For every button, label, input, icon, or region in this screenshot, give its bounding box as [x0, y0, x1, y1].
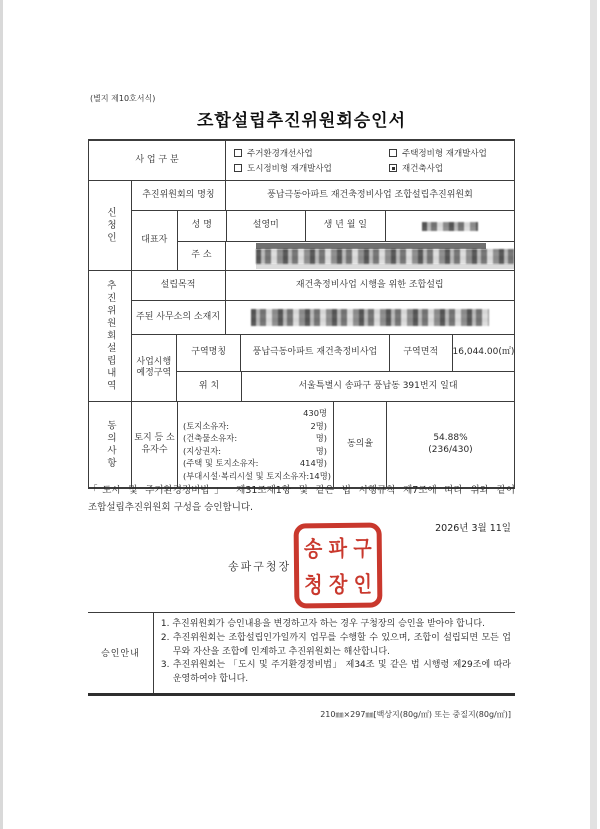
paper-spec-footer: 210㎜×297㎜[백상지(80g/㎡) 또는 중질지(80g/㎡)]	[320, 710, 511, 719]
applicant-section-label-cell	[89, 181, 132, 270]
guidance-item: 1. 추진위원회가 승인내용을 변경하고자 하는 경우 구청장의 승인을 받아야 합니다.	[160, 619, 485, 629]
breakdown-value: 2명)	[310, 420, 327, 431]
statement-line1: 「도시 및 주거환경정비법」 제31조제1항 및 같은 법 시행규칙 제7조에 따라 위와 같이	[88, 485, 515, 496]
location-label: 위 치	[198, 380, 220, 391]
purpose-label: 설립목적	[160, 279, 196, 290]
guidance-item: 3. 추진위원회는 「도시 및 주거환경정비법」 제34조 및 같은 법 시행령 제29조에 따라 운영하여야 합니다.	[160, 660, 511, 685]
redaction-bar	[256, 264, 514, 269]
district-area-label: 구역면적	[389, 335, 452, 371]
checkbox-icon	[234, 164, 242, 172]
breakdown-label: (주택 및 토지소유자:	[183, 458, 259, 468]
committee-details-section	[89, 270, 514, 401]
address-label: 주 소	[191, 250, 212, 261]
seal-character: 송	[303, 536, 323, 563]
representative-name-row	[178, 211, 514, 241]
business-type-option	[389, 147, 514, 159]
district-name-label: 구역명칭	[191, 347, 227, 358]
business-type-row	[89, 141, 514, 180]
office-row	[132, 300, 514, 334]
district-label: 사업시행 예정구역	[136, 356, 172, 378]
business-type-option	[234, 162, 389, 174]
statement-line2: 조합설립추진위원회 구성을 승인합니다.	[88, 501, 254, 513]
breakdown-value: 14명)	[309, 470, 331, 481]
redaction-block	[251, 309, 489, 326]
breakdown-value: 명)	[315, 433, 327, 443]
form-number-note: (별지 제10호서식)	[90, 94, 156, 103]
right-edge-strip	[590, 0, 597, 829]
business-type-option-label: 주택정비형 재개발사업	[402, 149, 487, 159]
guidance-box	[88, 612, 515, 696]
owners-breakdown-row	[183, 432, 327, 445]
consent-section-label-cell	[89, 402, 132, 487]
details-section-label: 추진위원회설립내역	[104, 279, 116, 393]
seal-character: 청	[304, 572, 323, 598]
location-row	[177, 371, 514, 401]
breakdown-label: (지상권자:	[183, 445, 222, 456]
issuer-name: 송파구청장	[228, 560, 292, 573]
business-type-option-label: 도시정비형 재개발사업	[247, 164, 332, 174]
seal-character: 장	[328, 572, 348, 598]
owners-breakdown-row	[183, 457, 327, 470]
consent-row	[132, 402, 514, 487]
owners-label: 토지 등 소유자수	[134, 433, 175, 455]
guidance-label: 승인안내	[88, 613, 154, 693]
breakdown-label: (토지소유자:	[183, 420, 230, 431]
representative-address-row	[178, 241, 514, 270]
document-title: 조합설립추진위원회승인서	[196, 111, 407, 131]
district-area-value: 16,044.00(㎡)	[452, 335, 514, 371]
main-form-table	[88, 139, 515, 489]
owners-breakdown-row	[183, 420, 327, 433]
approval-statement	[88, 483, 515, 516]
applicant-section-label: 신청인	[104, 206, 116, 245]
breakdown-label: (건축물소유자:	[183, 433, 238, 443]
consent-rate-label: 동의율	[333, 402, 386, 487]
consent-rate-detail: (236/430)	[428, 445, 473, 455]
office-label: 주된 사무소의 소재지	[136, 311, 221, 322]
owners-breakdown-row	[183, 445, 327, 458]
checkbox-icon	[389, 164, 397, 172]
purpose-value: 재건축정비사업 시행을 위한 조합설립	[225, 271, 514, 300]
consent-rate-cell	[386, 402, 514, 487]
redaction-block	[422, 222, 478, 231]
checkbox-icon	[234, 149, 242, 157]
owners-total: 430명	[303, 408, 327, 418]
name-value: 설영미	[226, 211, 305, 241]
checkbox-icon	[389, 149, 397, 157]
district-name-row	[177, 335, 514, 371]
business-type-label: 사 업 구 분	[135, 154, 179, 165]
breakdown-label: (부대시설·복리시설 및 토지소유자:	[183, 470, 310, 481]
committee-name-value: 풍납극동아파트 재건축정비사업 조합설립추진위원회	[225, 181, 514, 210]
birth-value-redacted	[385, 211, 514, 241]
applicant-section	[89, 180, 514, 270]
seal-character: 구	[353, 536, 372, 562]
representative-label: 대표자	[141, 234, 168, 245]
details-section-label-cell	[89, 271, 132, 401]
guidance-items	[154, 613, 515, 693]
official-seal-stamp	[294, 523, 383, 609]
consent-section	[89, 401, 514, 487]
redaction-block	[256, 249, 514, 264]
owners-breakdown-list	[183, 420, 331, 483]
location-value: 서울특별시 송파구 풍납동 391번지 일대	[241, 372, 514, 401]
address-value-redacted	[225, 242, 514, 270]
district-name-value: 풍납극동아파트 재건축정비사업	[240, 335, 388, 371]
birth-label: 생 년 월 일	[305, 211, 385, 241]
committee-name-label: 추진위원회의 명칭	[142, 189, 215, 200]
guidance-item: 2. 추진위원회는 조합설립인가일까지 업무를 수행할 수 있으며, 조합이 설립되면 모든 업무와 자산을 조합에 인계하고 추진위원회는 해산합니다.	[160, 632, 511, 657]
business-type-option	[389, 162, 514, 174]
office-value-redacted	[225, 301, 514, 334]
business-type-options	[225, 141, 514, 180]
business-type-option-label: 주거환경개선사업	[247, 149, 313, 159]
business-type-option	[234, 147, 389, 159]
purpose-row	[132, 271, 514, 300]
left-edge-strip	[0, 0, 3, 829]
seal-character: 파	[328, 536, 348, 563]
approval-date: 2026년 3월 11일	[435, 523, 511, 534]
seal-character: 인	[353, 571, 373, 598]
breakdown-value: 414명)	[299, 458, 327, 468]
consent-section-label: 동의사항	[105, 419, 116, 470]
owners-breakdown-row	[183, 470, 331, 483]
breakdown-value: 명)	[315, 445, 327, 456]
business-type-option-label: 재건축사업	[402, 164, 444, 174]
name-label: 성 명	[191, 220, 212, 231]
committee-name-row	[132, 181, 514, 210]
consent-rate-value: 54.88%	[433, 432, 468, 443]
owners-breakdown	[177, 402, 333, 487]
